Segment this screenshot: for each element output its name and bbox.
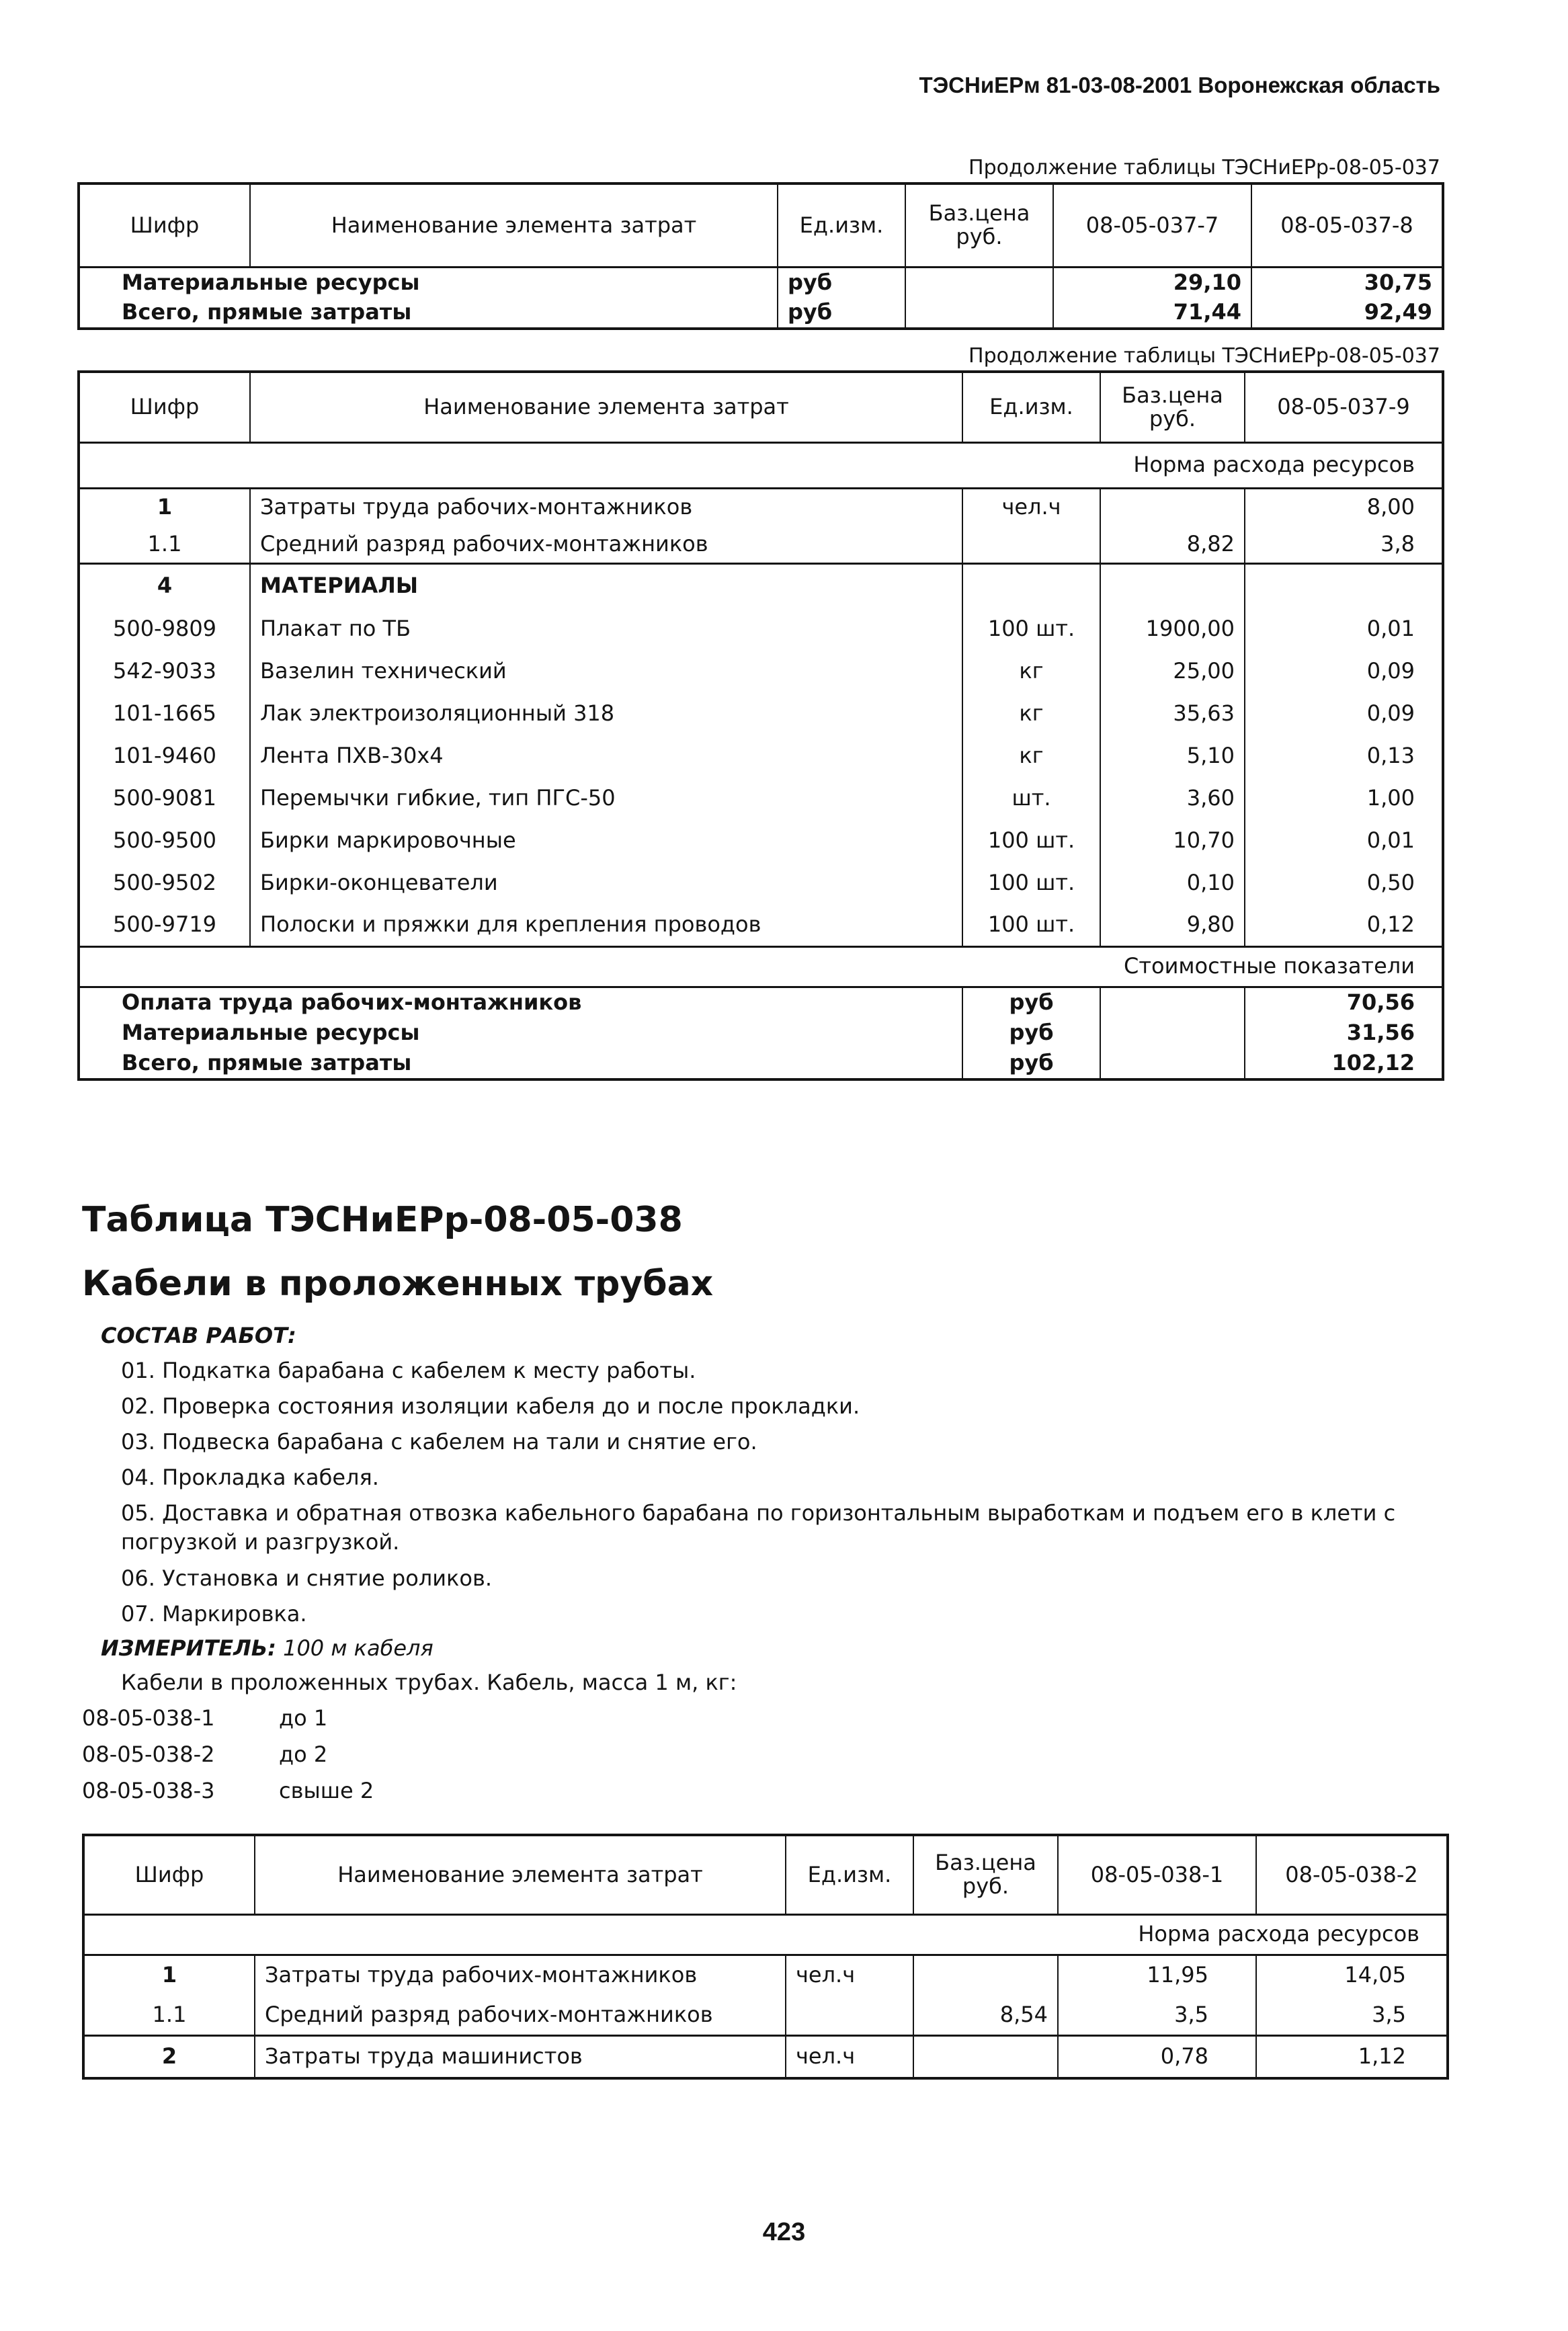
table1 <box>77 182 1444 330</box>
row-price: 0,10 <box>1100 862 1245 904</box>
variant-desc: свыше 2 <box>279 1778 374 1803</box>
norma-row <box>83 1914 1448 1955</box>
col-variant-header: 08-05-037-9 <box>1245 372 1443 442</box>
row-name: Всего, прямые затраты <box>122 1050 412 1076</box>
col-code-header: Шифр <box>134 1861 204 1887</box>
section-title: Таблица ТЭСНиЕРр-08-05-038 <box>82 1200 683 1240</box>
row-value: 0,78 <box>1058 2035 1256 2078</box>
price-header-line1: Баз.цена <box>1122 382 1223 408</box>
variant-desc: до 1 <box>279 1705 328 1731</box>
row-code: 1 <box>83 1955 255 1995</box>
col-variant-header: 08-05-037-8 <box>1251 183 1443 267</box>
row-unit <box>962 526 1100 563</box>
row-value: 92,49 <box>1251 298 1443 329</box>
row-price <box>913 2035 1058 2078</box>
row-price: 25,00 <box>1100 650 1245 692</box>
row-code: 542-9033 <box>112 657 217 684</box>
price-header-line2: руб. <box>962 1873 1009 1899</box>
col-unit-header: Ед.изм. <box>786 1835 913 1914</box>
price-header-line2: руб. <box>956 224 1003 250</box>
cost-label-row <box>79 946 1443 987</box>
table-row <box>79 298 1443 329</box>
row-code: 2 <box>83 2035 255 2078</box>
row-value: 102,12 <box>1245 1049 1443 1079</box>
row-name: Лента ПХВ-30х4 <box>250 735 962 777</box>
page-header: ТЭСНиЕРм 81-03-08-2001 Воронежская область <box>919 73 1440 97</box>
row-name: Всего, прямые затраты <box>122 299 412 325</box>
row-value: 30,75 <box>1251 267 1443 298</box>
row-value: 0,09 <box>1245 650 1443 692</box>
table-row <box>79 488 1443 526</box>
row-name: Бирки маркировочные <box>250 819 962 862</box>
price-header-line1: Баз.цена <box>935 1850 1036 1876</box>
row-price: 8,82 <box>1100 526 1245 563</box>
row-unit: кг <box>962 650 1100 692</box>
row-name: Затраты труда рабочих-монтажников <box>255 1955 786 1995</box>
variant-code: 08-05-038-3 <box>82 1778 215 1803</box>
variant-desc: до 2 <box>279 1742 328 1767</box>
row-name: Полоски и пряжки для крепления проводов <box>250 904 962 946</box>
norma-label: Норма расхода ресурсов <box>1100 442 1443 488</box>
table-row <box>79 650 1443 692</box>
row-value: 3,5 <box>1256 1995 1448 2035</box>
row-code: 500-9500 <box>112 827 217 853</box>
row-price <box>905 298 1053 329</box>
row-name: Средний разряд рабочих-монтажников <box>255 1995 786 2035</box>
row-unit: чел.ч <box>786 1955 913 1995</box>
col-price-header <box>905 183 1053 267</box>
row-value: 3,5 <box>1058 1995 1256 2035</box>
row-value: 11,95 <box>1058 1955 1256 1995</box>
table-row <box>79 777 1443 819</box>
row-price: 9,80 <box>1100 904 1245 946</box>
row-code: 1.1 <box>147 530 182 557</box>
row-price: 8,54 <box>913 1995 1058 2035</box>
price-header-line1: Баз.цена <box>928 200 1030 227</box>
row-code: 500-9502 <box>112 869 217 895</box>
row-name: Материальные ресурсы <box>79 267 778 298</box>
row-value: 29,10 <box>1053 267 1251 298</box>
section-subtitle: Кабели в проложенных трубах <box>82 1264 714 1304</box>
table2 <box>77 370 1444 1081</box>
row-code: 1 <box>79 488 250 526</box>
row-name: Средний разряд рабочих-монтажников <box>250 526 962 563</box>
row-code: 101-9460 <box>112 742 217 768</box>
row-value: 0,01 <box>1245 608 1443 650</box>
row-name: Вазелин технический <box>250 650 962 692</box>
row-code: 101-1665 <box>112 700 217 726</box>
row-unit <box>786 1995 913 2035</box>
work-item: 06. Установка и снятие роликов. <box>121 1565 492 1591</box>
row-price <box>1100 488 1245 526</box>
measurement <box>101 1635 434 1661</box>
table-row <box>79 819 1443 862</box>
table-row <box>83 1995 1448 2035</box>
row-value: 1,12 <box>1256 2035 1448 2078</box>
table-row <box>79 1018 1443 1049</box>
col-variant-header: 08-05-038-1 <box>1058 1835 1256 1914</box>
row-unit: 100 шт. <box>962 608 1100 650</box>
row-price: 1900,00 <box>1100 608 1245 650</box>
variants-intro: Кабели в проложенных трубах. Кабель, масса 1 м, кг: <box>121 1670 737 1695</box>
row-unit: шт. <box>962 777 1100 819</box>
row-value: 0,09 <box>1245 692 1443 735</box>
col-price-header <box>1100 372 1245 442</box>
row-unit: 100 шт. <box>962 862 1100 904</box>
measurement-label: ИЗМЕРИТЕЛЬ: <box>101 1635 276 1661</box>
row-code: 500-9081 <box>112 784 217 811</box>
table-row <box>79 608 1443 650</box>
row-code: 500-9719 <box>112 911 217 938</box>
row-name: Перемычки гибкие, тип ПГС-50 <box>250 777 962 819</box>
materials-code: 4 <box>79 563 250 608</box>
row-code: 500-9809 <box>112 615 217 641</box>
row-value: 0,12 <box>1245 904 1443 946</box>
table2-continuation: Продолжение таблицы ТЭСНиЕРр-08-05-037 <box>968 344 1440 368</box>
row-unit: чел.ч <box>786 2035 913 2078</box>
row-value: 0,50 <box>1245 862 1443 904</box>
row-unit: чел.ч <box>962 488 1100 526</box>
table-row <box>79 987 1443 1018</box>
work-item: 02. Проверка состояния изоляции кабеля до и после прокладки. <box>121 1393 860 1419</box>
row-unit: кг <box>962 692 1100 735</box>
col-variant-header: 08-05-037-7 <box>1053 183 1251 267</box>
row-value: 3,8 <box>1245 526 1443 563</box>
table1-header-row <box>79 183 1443 267</box>
table3-header-row <box>83 1835 1448 1914</box>
row-name: Бирки-оконцеватели <box>250 862 962 904</box>
row-unit: кг <box>962 735 1100 777</box>
row-price <box>913 1955 1058 1995</box>
row-code: 1.1 <box>152 2001 187 2027</box>
row-unit: руб <box>778 298 905 329</box>
table-row <box>79 1049 1443 1079</box>
price-header-line2: руб. <box>1149 405 1196 432</box>
row-value: 31,56 <box>1245 1018 1443 1049</box>
work-item: 07. Маркировка. <box>121 1601 307 1627</box>
row-unit: 100 шт. <box>962 819 1100 862</box>
row-value: 71,44 <box>1053 298 1251 329</box>
table-row <box>79 526 1443 563</box>
row-price: 10,70 <box>1100 819 1245 862</box>
row-unit: руб <box>962 1018 1100 1049</box>
table-row <box>83 1955 1448 1995</box>
row-unit: 100 шт. <box>962 904 1100 946</box>
variant-code: 08-05-038-1 <box>82 1705 215 1731</box>
variant-code: 08-05-038-2 <box>82 1742 215 1767</box>
table-row <box>79 735 1443 777</box>
work-item: 05. Доставка и обратная отвозка кабельного барабана по горизонтальным выработкам и подъем его в клети с погрузкой и разгрузкой. <box>121 1500 1396 1555</box>
table-row <box>83 2035 1448 2078</box>
col-variant-header: 08-05-038-2 <box>1256 1835 1448 1914</box>
table-row <box>79 904 1443 946</box>
norma-label: Норма расхода ресурсов <box>1058 1914 1448 1955</box>
row-value: 0,13 <box>1245 735 1443 777</box>
row-name: Затраты труда рабочих-монтажников <box>250 488 962 526</box>
col-name-header: Наименование элемента затрат <box>250 183 778 267</box>
row-name: Материальные ресурсы <box>122 1020 420 1046</box>
row-value: 1,00 <box>1245 777 1443 819</box>
table-row <box>79 267 1443 298</box>
row-unit: руб <box>962 1049 1100 1079</box>
row-name: Затраты труда машинистов <box>255 2035 786 2078</box>
measurement-value: 100 м кабеля <box>283 1635 434 1661</box>
table-row <box>79 692 1443 735</box>
table3 <box>82 1834 1449 2080</box>
row-unit: руб <box>962 987 1100 1018</box>
row-price: 3,60 <box>1100 777 1245 819</box>
row-value: 0,01 <box>1245 819 1443 862</box>
col-price-header <box>913 1835 1058 1914</box>
row-value: 8,00 <box>1245 488 1443 526</box>
work-item: 04. Прокладка кабеля. <box>121 1465 379 1490</box>
row-value: 70,56 <box>1245 987 1443 1018</box>
cost-label: Стоимостные показатели <box>1100 946 1443 987</box>
row-name: Лак электроизоляционный 318 <box>250 692 962 735</box>
work-item: 01. Подкатка барабана с кабелем к месту работы. <box>121 1358 696 1383</box>
table-row <box>79 862 1443 904</box>
col-unit-header: Ед.изм. <box>962 372 1100 442</box>
col-unit-header: Ед.изм. <box>778 183 905 267</box>
materials-title: МАТЕРИАЛЫ <box>250 563 962 608</box>
work-item: 03. Подвеска барабана с кабелем на тали и снятие его. <box>121 1429 757 1455</box>
col-name-header: Наименование элемента затрат <box>250 372 962 442</box>
norma-row <box>79 442 1443 488</box>
row-price: 35,63 <box>1100 692 1245 735</box>
table1-continuation: Продолжение таблицы ТЭСНиЕРр-08-05-037 <box>968 156 1440 179</box>
row-name: Плакат по ТБ <box>250 608 962 650</box>
row-unit: руб <box>778 267 905 298</box>
row-value: 14,05 <box>1256 1955 1448 1995</box>
col-code-header: Шифр <box>130 394 200 420</box>
page-number: 423 <box>762 2218 806 2246</box>
table2-header-row <box>79 372 1443 442</box>
sostav-label: СОСТАВ РАБОТ: <box>101 1323 296 1348</box>
row-name: Оплата труда рабочих-монтажников <box>79 987 962 1018</box>
row-price: 5,10 <box>1100 735 1245 777</box>
materials-title-row <box>79 563 1443 608</box>
row-price <box>905 267 1053 298</box>
col-name-header: Наименование элемента затрат <box>255 1835 786 1914</box>
col-code-header: Шифр <box>130 212 200 238</box>
